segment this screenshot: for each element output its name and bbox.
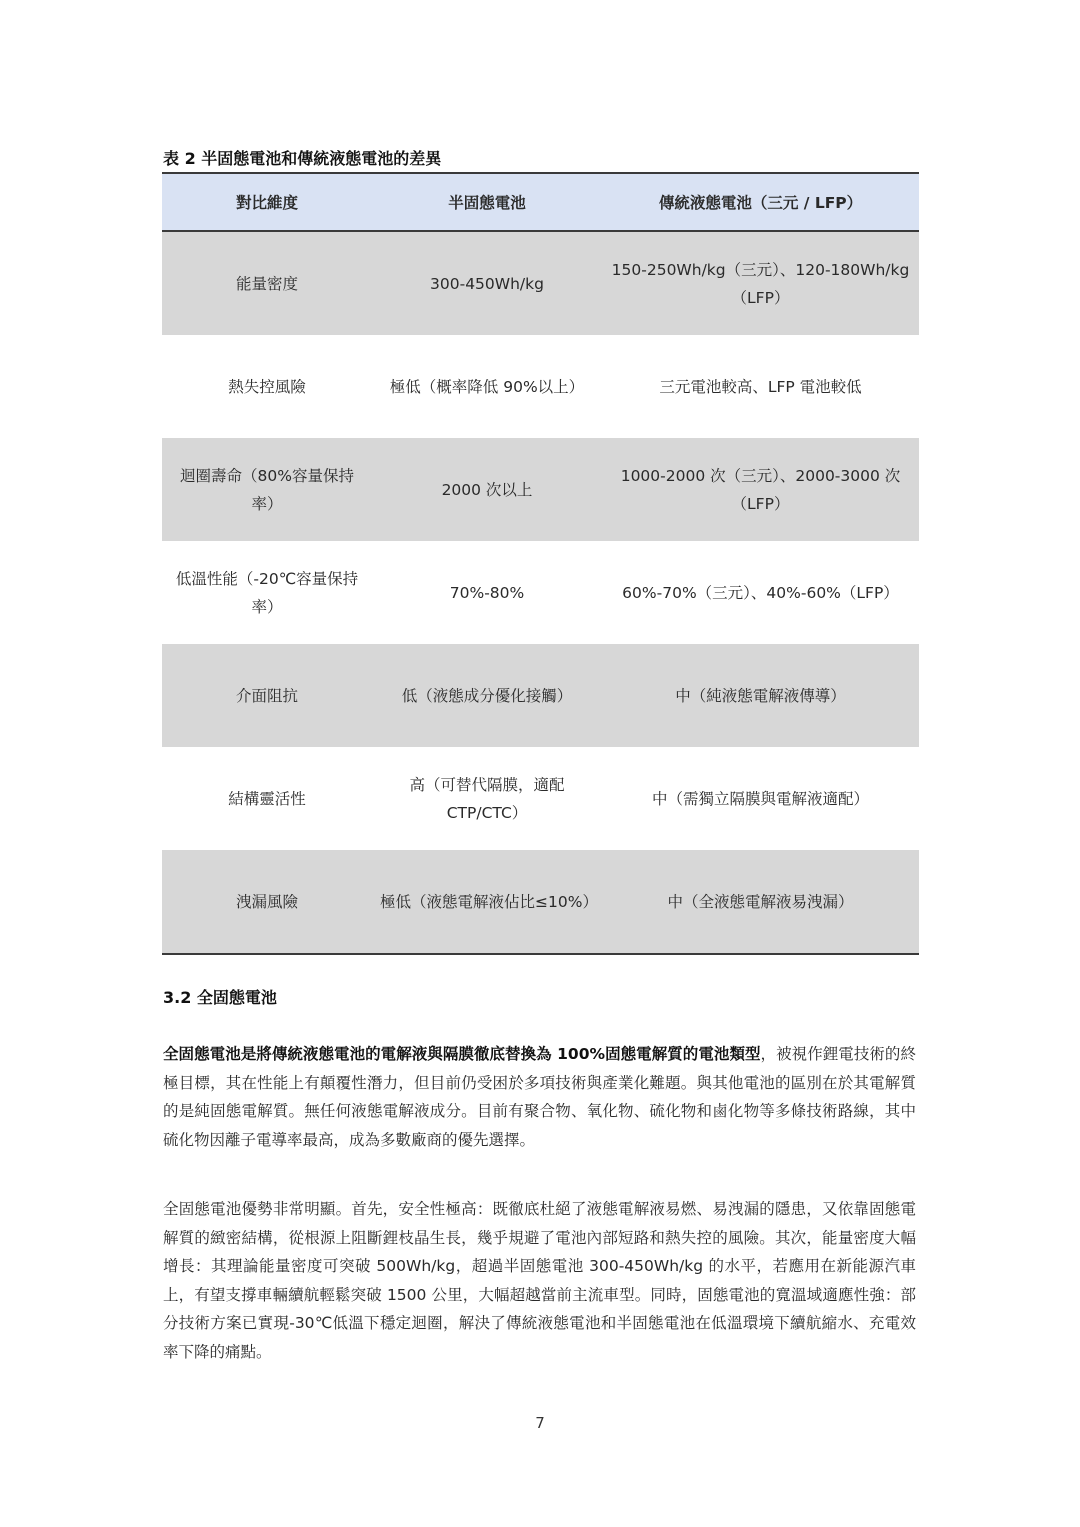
- cell-semi-solid: 低（液態成分優化接觸）: [372, 644, 602, 747]
- cell-dimension: 低溫性能（-20℃容量保持率）: [175, 569, 359, 616]
- table-row: [162, 541, 919, 644]
- cell-dimension: 結構靈活性: [228, 789, 306, 808]
- cell-semi-solid: 高（可替代隔膜，適配 CTP/CTC）: [409, 775, 565, 822]
- table-row: [162, 644, 919, 747]
- cell-liquid: 60%-70%（三元）、40%-60%（LFP）: [622, 583, 899, 602]
- paragraph-intro: [163, 1040, 916, 1154]
- cell-dimension: 介面阻抗: [162, 644, 372, 747]
- header-dimension: 對比維度: [162, 173, 372, 231]
- header-liquid: 傳統液態電池（三元 / LFP）: [602, 173, 919, 231]
- paragraph-lead: 全固態電池是將傳統液態電池的電解液與隔膜徹底替換為 100%固態電解質的電池類型: [163, 1045, 761, 1063]
- cell-liquid: 中（需獨立隔膜與電解液適配）: [651, 789, 869, 808]
- table-row: [162, 747, 919, 850]
- cell-semi-solid: 70%-80%: [449, 583, 525, 602]
- cell-dimension: 迴圈壽命（80%容量保持率）: [162, 438, 372, 541]
- cell-liquid: 150-250Wh/kg（三元）、120-180Wh/kg（LFP）: [602, 231, 919, 335]
- table-row: [162, 335, 919, 438]
- cell-semi-solid: 300-450Wh/kg: [372, 231, 602, 335]
- cell-semi-solid: 2000 次以上: [372, 438, 602, 541]
- cell-liquid: 三元電池較高、LFP 電池較低: [659, 377, 862, 396]
- cell-liquid: 中（純液態電解液傳導）: [602, 644, 919, 747]
- paragraph-advantages: 全固態電池優勢非常明顯。首先，安全性極高：既徹底杜絕了液態電解液易燃、易洩漏的隱患，又依靠固態電解質的緻密結構，從根源上阻斷鋰枝晶生長，幾乎規避了電池內部短路和熱失控的風險。其次，能量密度大幅增長：其理論能量密度可突破 500Wh/kg，超過半固態電池 300-450Wh/kg 的水平，若應用在新能源汽車上，有望支撐車輛續航輕鬆突破 1500 公里，大幅超越當前主流車型。同時，固態電池的寬溫域適應性強：部分技術方案已實現-30℃低溫下穩定迴圈，解決了傳統液態電池和半固態電池在低溫環境下續航縮水、充電效率下降的痛點。: [163, 1200, 916, 1361]
- cell-dimension: 能量密度: [162, 231, 372, 335]
- table-row: [162, 850, 919, 954]
- table-header-row: [162, 173, 919, 231]
- header-semi-solid: 半固態電池: [372, 173, 602, 231]
- cell-dimension: 洩漏風險: [162, 850, 372, 954]
- section-heading: 3.2 全固態電池: [163, 988, 277, 1007]
- table-row: [162, 438, 919, 541]
- cell-liquid: 1000-2000 次（三元）、2000-3000 次（LFP）: [602, 438, 919, 541]
- cell-semi-solid: 極低（概率降低 90%以上）: [389, 377, 585, 396]
- page-number: 7: [535, 1414, 545, 1432]
- cell-liquid: 中（全液態電解液易洩漏）: [602, 850, 919, 954]
- table-row: [162, 231, 919, 335]
- paragraph-intro-body: ，被視作鋰電技術的終極目標，其在性能上有顛覆性潛力，但目前仍受困於多項技術與產業化難題。與其他電池的區別在於其電解質的是純固態電解質。無任何液態電解液成分。目前有聚合物、氧化物、硫化物和鹵化物等多條技術路線，其中硫化物因離子電導率最高，成為多數廠商的優先選擇。: [163, 1045, 916, 1149]
- table-caption: 表 2 半固態電池和傳統液態電池的差異: [163, 149, 442, 168]
- comparison-table: [162, 172, 919, 955]
- cell-semi-solid: 極低（液態電解液佔比≤10%）: [372, 850, 602, 954]
- cell-dimension: 熱失控風險: [228, 377, 306, 396]
